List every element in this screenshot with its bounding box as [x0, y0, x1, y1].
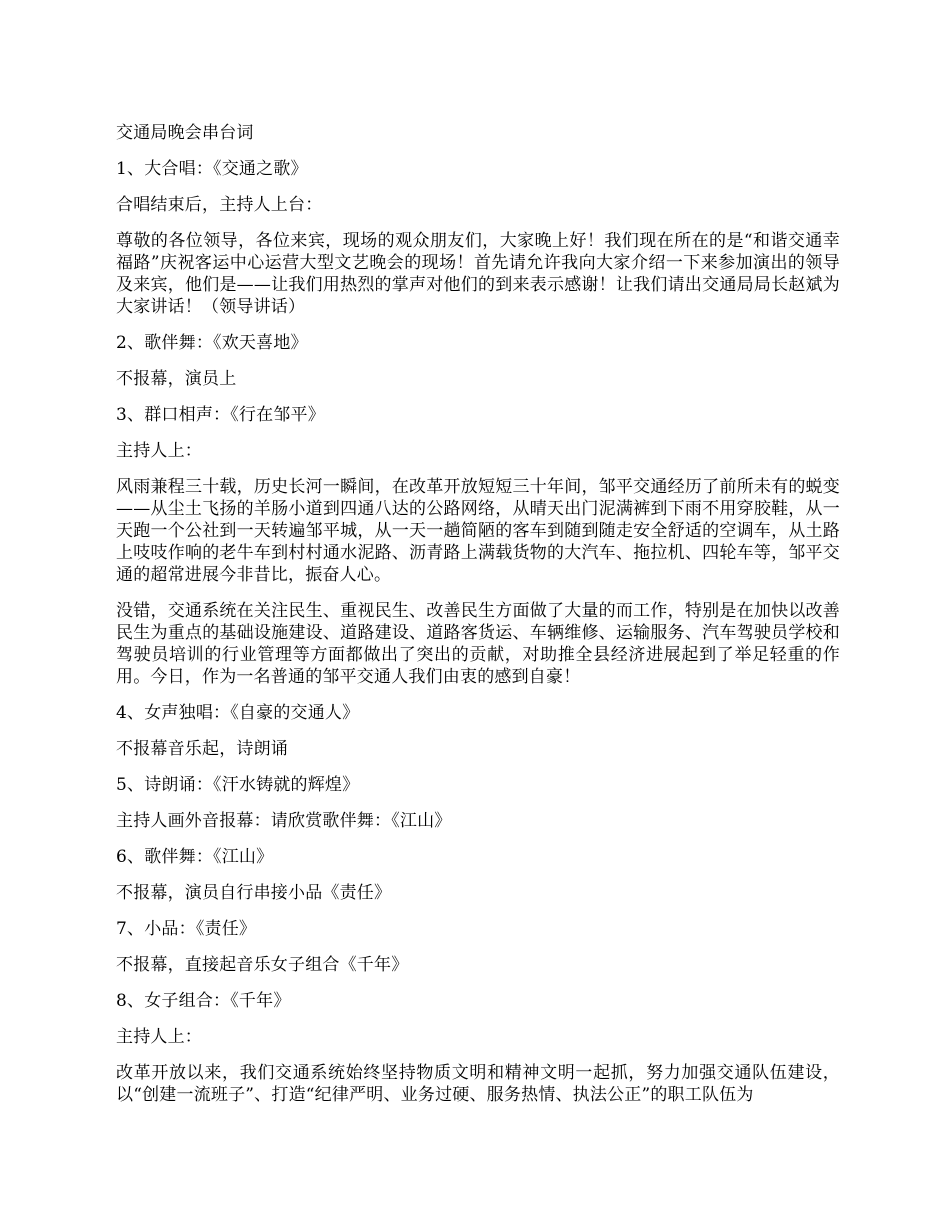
stage-direction: 不报幕音乐起，诗朗诵: [116, 739, 288, 759]
stage-direction: 主持人上：: [116, 441, 202, 461]
stage-direction: 主持人上：: [116, 1027, 202, 1047]
document-title: 交通局晚会串台词: [116, 123, 254, 143]
host-speech: 改革开放以来，我们交通系统始终坚持物质文明和精神文明一起抓，努力加强交通队伍建设，以“创建一流班子”、打造“纪律严明、业务过硬、服务热情、执法公正”的职工队伍为: [116, 1063, 840, 1105]
program-item-4: 4、女声独唱：《自豪的交通人》: [116, 703, 360, 723]
document-page: [116, 122, 840, 1120]
program-item-2: 2、歌伴舞：《欢天喜地》: [116, 333, 308, 353]
stage-direction: 不报幕，直接起音乐女子组合《千年》: [116, 955, 409, 975]
host-speech: 风雨兼程三十载，历史长河一瞬间，在改革开放短短三十年间，邹平交通经历了前所未有的蜕变——从尘土飞扬的羊肠小道到四通八达的公路网络，从晴天出门泥满裤到下雨不用穿胶鞋，从一天跑一个公社到一天转遍邹平城，从一天一趟简陋的客车到随到随走安全舒适的空调车，从土路上吱吱作响的老牛车到村村通水泥路、沥青路上满载货物的大汽车、拖拉机、四轮车等，邹平交通的超常进展今非昔比，振奋人心。: [116, 477, 840, 585]
host-speech: 没错，交通系统在关注民生、重视民生、改善民生方面做了大量的而工作，特别是在加快以改善民生为重点的基础设施建设、道路建设、道路客货运、车辆维修、运输服务、汽车驾驶员学校和驾驶员培训的行业管理等方面都做出了突出的贡献，对助推全县经济进展起到了举足轻重的作用。今日，作为一名普通的邹平交通人我们由衷的感到自豪！: [116, 601, 840, 687]
program-item-7: 7、小品：《责任》: [116, 919, 257, 939]
program-item-3: 3、群口相声：《行在邹平》: [116, 405, 325, 425]
stage-direction: 不报幕，演员自行串接小品《责任》: [116, 883, 392, 903]
host-speech: 尊敬的各位领导，各位来宾，现场的观众朋友们，大家晚上好！我们现在所在的是“和谐交通幸福路”庆祝客运中心运营大型文艺晚会的现场！首先请允许我向大家介绍一下来参加演出的领导及来宾，他们是——让我们用热烈的掌声对他们的到来表示感谢！让我们请出交通局局长赵斌为大家讲话！（领导讲话）: [116, 231, 840, 317]
program-item-8: 8、女子组合：《千年》: [116, 991, 291, 1011]
stage-direction: 主持人画外音报幕：请欣赏歌伴舞：《江山》: [116, 811, 452, 831]
stage-direction: 合唱结束后，主持人上台：: [116, 195, 323, 215]
program-item-6: 6、歌伴舞：《江山》: [116, 847, 274, 867]
program-item-1: 1、大合唱：《交通之歌》: [116, 159, 308, 179]
stage-direction: 不报幕，演员上: [116, 369, 237, 389]
program-item-5: 5、诗朗诵：《汗水铸就的辉煌》: [116, 775, 360, 795]
